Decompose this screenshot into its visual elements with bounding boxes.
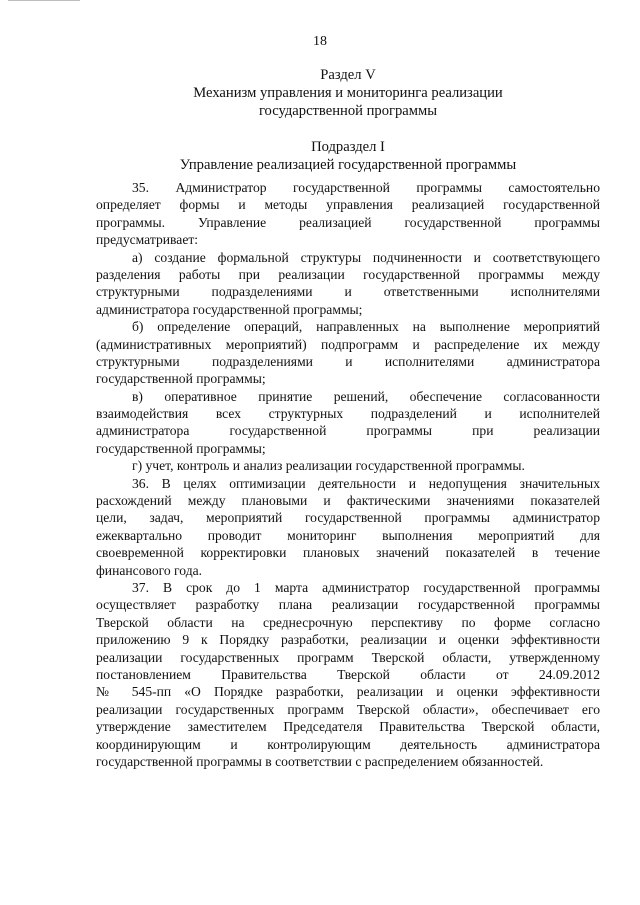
text-line: утверждение заместителем Председателя Правительства Тверской области, [96,719,600,735]
paragraph-35-c [96,388,600,458]
text-line: 35. Администратор государственной программы самостоятельно [132,180,600,195]
text-line: г) учет, контроль и анализ реализации государственной программы. [132,458,525,474]
text-line: государственной программы в соответствии с распределением обязанностей. [96,753,544,769]
text-line: государственной программы; [96,371,266,387]
text-line: реализации государственных программ Тверской области, утвержденному [96,649,600,665]
paragraph-37 [96,579,600,770]
section-title: Раздел V [320,67,376,83]
paragraph-35-d [96,457,600,474]
text-line: реализации государственных программ Тверской области», обеспечивает его [96,701,600,717]
section-subtitle-line: государственной программы [258,103,438,119]
text-line: предусматривает: [96,232,199,248]
text-line: администратора государственной программы при реализации [96,423,600,439]
subsection-heading [96,138,600,174]
subsection-subtitle: Управление реализацией государственной программы [179,157,517,173]
text-line: № 545-пп «О Порядке разработки, реализации и оценки эффективности [96,684,600,700]
text-line: Тверской области на среднесрочную перспективу по форме согласно [96,614,600,630]
subsection-title: Подраздел I [311,139,385,155]
text-line: (административных мероприятий) подпрограмм и распределение их между [96,336,600,352]
text-line: 36. В целях оптимизации деятельности и недопущения значительных [132,475,600,491]
paragraph-35-a [96,249,600,319]
text-line: своевременной корректировки плановых значений показателей в течение [96,545,600,561]
text-line: определяет формы и методы управления реализацией государственной [96,197,600,213]
text-line: государственной программы; [96,440,266,456]
text-line: программы. Управление реализацией государственной программы [96,214,600,230]
text-line: постановлением Правительства Тверской области от 24.09.2012 [96,666,600,682]
text-line: структурными подразделениями и ответственными исполнителями [96,284,600,300]
scan-edge-mark [8,0,80,2]
text-line: приложению 9 к Порядку разработки, реализации и оценки эффективности [96,632,600,648]
text-line: расхождений между плановыми и фактическими значениями показателей [96,493,600,509]
text-line: б) определение операций, направленных на выполнение мероприятий [132,319,600,335]
document-body [96,179,600,770]
paragraph-36 [96,475,600,579]
section-subtitle-line: Механизм управления и мониторинга реализации [193,85,503,101]
paragraph-35 [96,179,600,249]
section-heading [96,66,600,120]
text-line: осуществляет разработку плана реализации государственной программы [96,597,600,613]
text-line: взаимодействия всех структурных подразделений и исполнителей [96,406,600,422]
paragraph-35-b [96,318,600,388]
text-line: администратора государственной программы; [96,301,363,317]
text-line: разделения работы при реализации государственной программы между [96,266,600,282]
text-line: структурными подразделениями и исполнителями администратора [96,353,600,369]
text-line: ежеквартально проводит мониторинг выполнения мероприятий для [96,527,600,543]
page-number: 18 [313,34,327,49]
text-line: финансового года. [96,562,203,578]
text-line: цели, задач, мероприятий государственной программы администратор [96,510,600,526]
text-line: 37. В срок до 1 марта администратор государственной программы [132,579,600,595]
text-line: в) оперативное принятие решений, обеспечение согласованности [132,388,600,404]
text-line: а) создание формальной структуры подчиненности и соответствующего [132,249,600,265]
text-line: координирующим и контролирующим деятельность администратора [96,736,600,752]
